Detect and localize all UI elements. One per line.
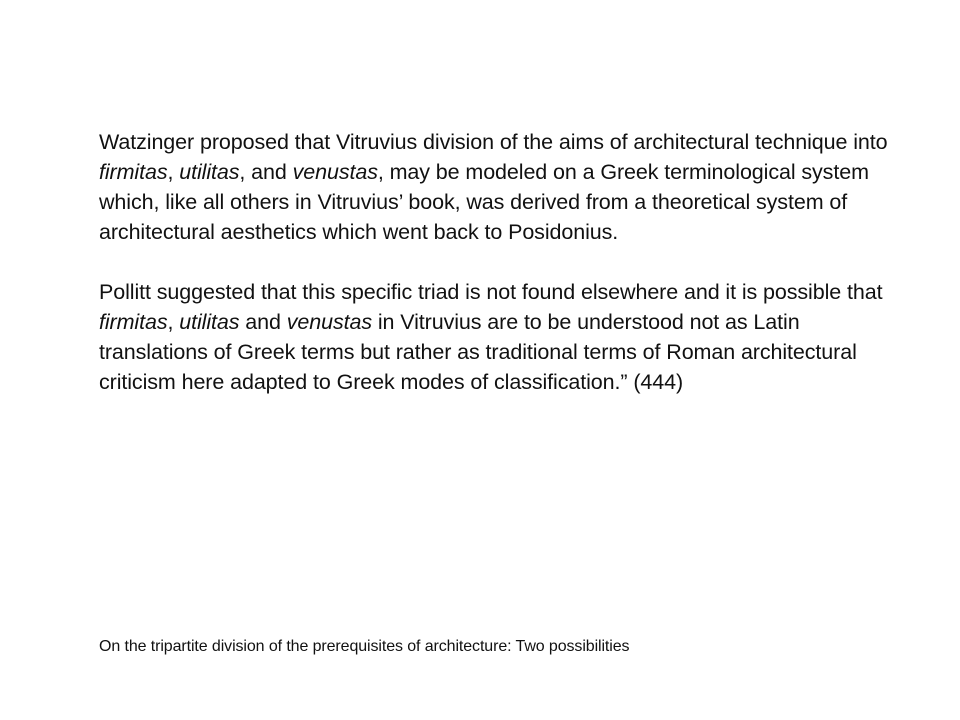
text-segment: in Vitruvius are to be understood not as Latin translations of Greek terms but rather as traditional terms of Roman architectural criticism here adapted to Greek modes of classification.” (444) <box>99 310 857 394</box>
text-segment: , <box>167 160 180 184</box>
text-segment: , may be modeled on a Greek terminological system which, like all others in Vitruvius’ book, was derived from a theoretical system of architectural aesthetics which went back to Posidonius. <box>99 160 869 244</box>
text-segment: and <box>239 310 287 334</box>
slide-caption: On the tripartite division of the prerequisites of architecture: Two possibilities <box>99 638 630 655</box>
text-segment: , <box>167 310 180 334</box>
term-firmitas: firmitas <box>99 160 168 184</box>
body-text <box>99 127 889 397</box>
text-segment: Pollitt suggested that this specific triad is not found elsewhere and it is possible that <box>99 280 883 304</box>
term-utilitas: utilitas <box>179 310 240 334</box>
text-segment: Watzinger proposed that Vitruvius division of the aims of architectural technique into <box>99 130 888 154</box>
term-firmitas: firmitas <box>99 310 168 334</box>
term-utilitas: utilitas <box>179 160 240 184</box>
paragraph-pollitt <box>99 277 889 397</box>
text-segment: , and <box>239 160 293 184</box>
term-venustas: venustas <box>292 160 378 184</box>
paragraph-watzinger <box>99 127 889 247</box>
term-venustas: venustas <box>286 310 372 334</box>
